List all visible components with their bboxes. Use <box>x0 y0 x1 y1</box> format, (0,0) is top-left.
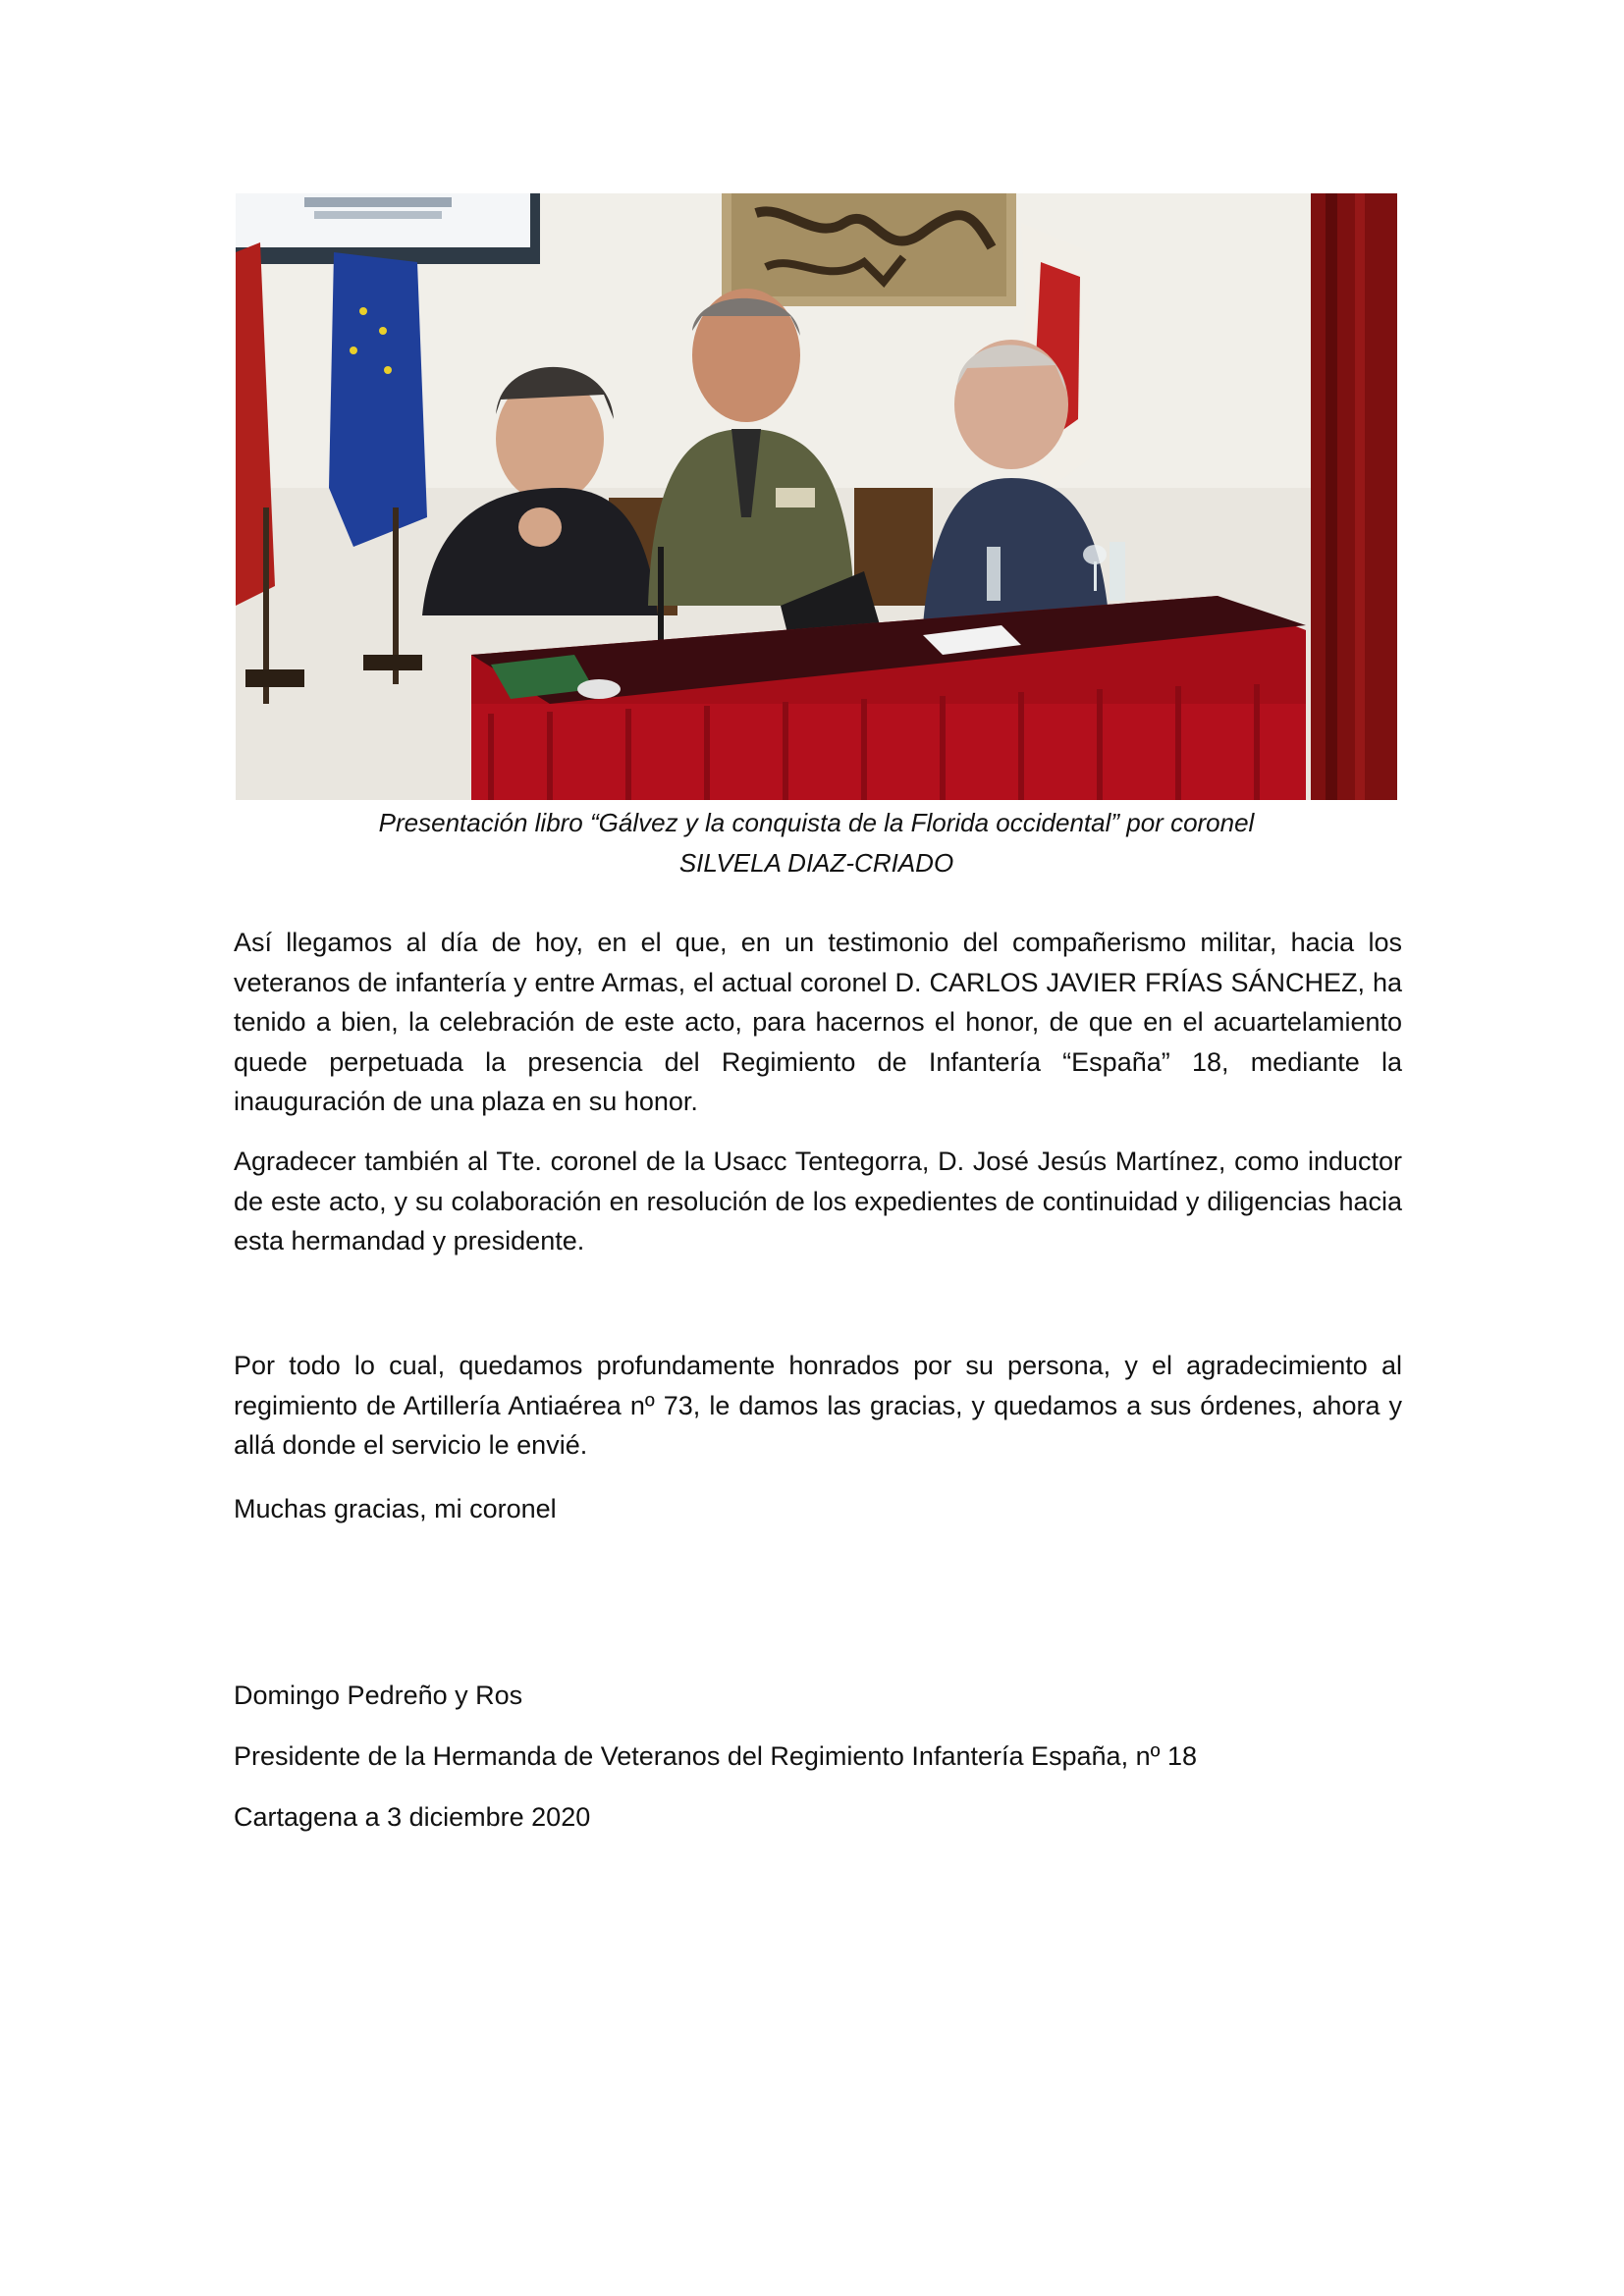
paragraph-1: Así llegamos al día de hoy, en el que, en un testimonio del compañerismo militar, hacia los veteranos de infantería y entre Armas, el actual coronel D. CARLOS JAVIER FRÍAS SÁNCHEZ, ha tenido a bien, la celebración de este acto, para hacernos el honor, de que en el acuartelamiento quede perpetuada la presencia del Regimiento de Infantería “España” 18, mediante la inauguración de una plaza en su honor. <box>234 928 1402 1116</box>
place-date: Cartagena a 3 diciembre 2020 <box>234 1802 591 1832</box>
signature-title: Presidente de la Hermanda de Veteranos del Regimiento Infantería España, nº 18 <box>234 1741 1197 1771</box>
closing-thanks: Muchas gracias, mi coronel <box>234 1494 557 1523</box>
paragraph-3: Por todo lo cual, quedamos profundamente honrados por su persona, y el agradecimiento al regimiento de Artillería Antiaérea nº 73, le damos las gracias, y quedamos a sus órdenes, ahora y allá donde el servicio le envié. <box>234 1351 1402 1460</box>
photo-caption <box>236 803 1397 883</box>
caption-line-2: SILVELA DIAZ-CRIADO <box>678 848 954 878</box>
signature-name: Domingo Pedreño y Ros <box>234 1681 523 1710</box>
caption-line-1: Presentación libro “Gálvez y la conquista de la Florida occidental” por coronel <box>378 808 1255 837</box>
conference-photo <box>236 193 1397 800</box>
paragraph-2: Agradecer también al Tte. coronel de la Usacc Tentegorra, D. José Jesús Martínez, como inductor de este acto, y su colaboración en resolución de los expedientes de continuidad y diligencias hacia esta hermandad y presidente. <box>234 1147 1402 1255</box>
conference-photo-icon <box>236 193 1397 800</box>
